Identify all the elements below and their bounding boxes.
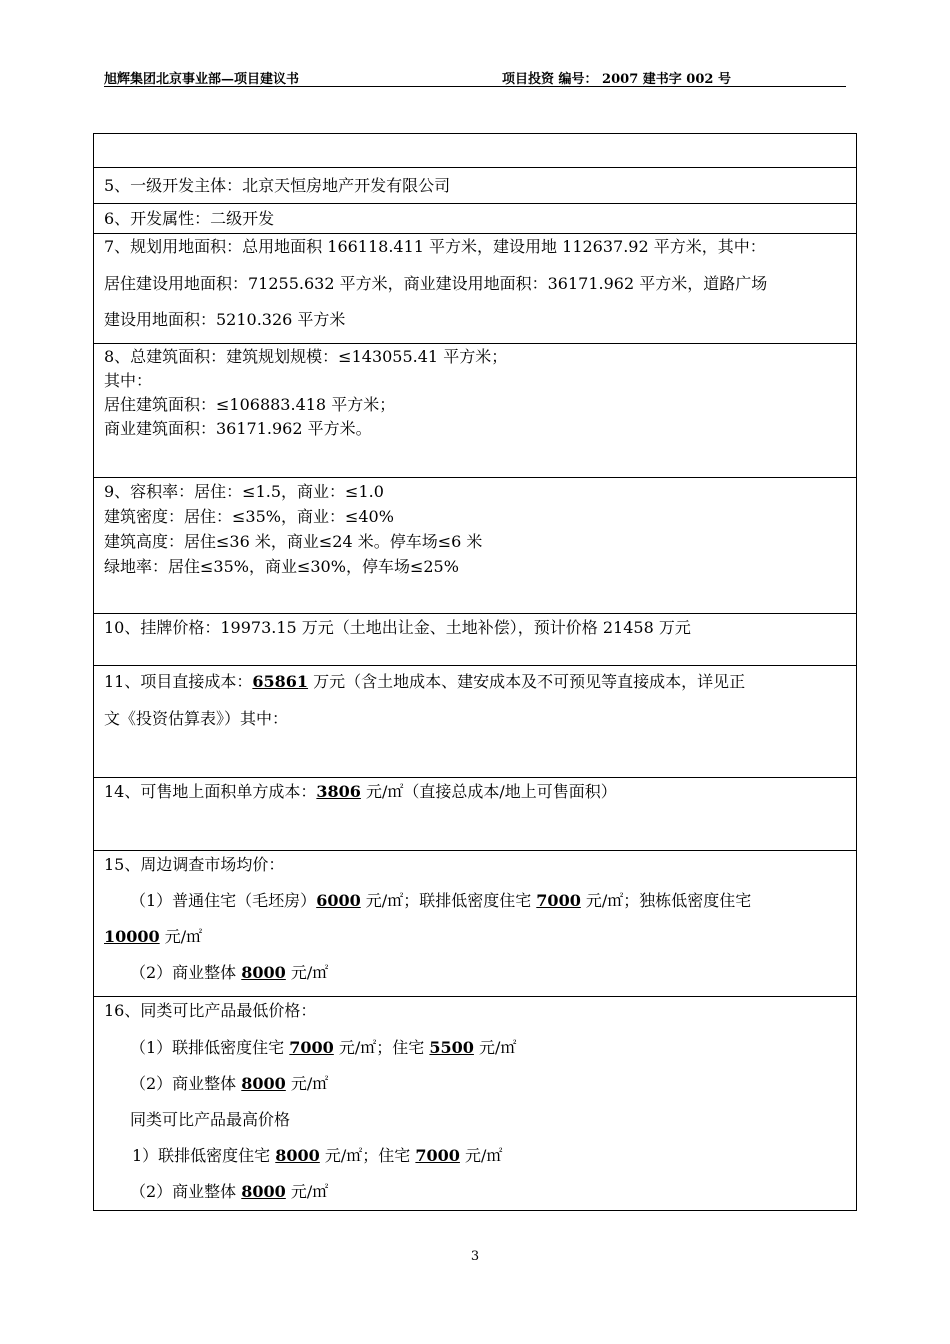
plot-ratio-line: 绿地率：居住≤35%，商业≤30%，停车场≤25% <box>104 557 459 576</box>
comparable-price-line: 1）联排低密度住宅 8000 元/㎡；住宅 7000 元/㎡ <box>132 1146 503 1165</box>
page-header <box>104 66 846 87</box>
comparable-price-line: （2）商业整体 8000 元/㎡ <box>130 1074 329 1093</box>
table-row-development-type <box>94 203 856 234</box>
header-doc-number: 项目投资 编号： 2007 建书字 002 号 <box>502 72 731 87</box>
table-row-developer <box>94 167 856 204</box>
floor-area-line: 8、总建筑面积：建筑规划规模：≤143055.41 平方米； <box>104 347 508 366</box>
comparable-price-line: （1）联排低密度住宅 7000 元/㎡；住宅 5500 元/㎡ <box>130 1038 517 1057</box>
direct-cost-line: 11、项目直接成本：65861 万元（含土地成本、建安成本及不可预见等直接成本，详见正 <box>104 672 746 691</box>
plot-ratio-line: 建筑高度：居住≤36 米，商业≤24 米。停车场≤6 米 <box>104 532 483 551</box>
table-row-floor-area <box>94 343 856 478</box>
market-price-line: 10000 元/㎡ <box>104 927 203 946</box>
floor-area-line: 商业建筑面积：36171.962 平方米。 <box>104 419 372 438</box>
comparable-price-title: 16、同类可比产品最低价格： <box>104 1001 317 1020</box>
table-row-land-area <box>94 233 856 344</box>
direct-cost-value: 65861 <box>252 672 309 691</box>
plot-ratio-line: 9、容积率：居住：≤1.5，商业：≤1.0 <box>104 482 384 501</box>
land-area-line: 建设用地面积：5210.326 平方米 <box>104 310 346 329</box>
project-info-table <box>93 133 857 1211</box>
land-area-line: 7、规划用地面积：总用地面积 166118.411 平方米，建设用地 112637.92 平方米，其中： <box>104 237 766 256</box>
unit-cost-line: 14、可售地上面积单方成本：3806 元/㎡（直接总成本/地上可售面积） <box>104 782 617 801</box>
unit-cost-value: 3806 <box>316 782 361 801</box>
table-row-plot-ratio <box>94 477 856 614</box>
table-row-direct-cost <box>94 665 856 778</box>
plot-ratio-line: 建筑密度：居住：≤35%，商业：≤40% <box>104 507 394 526</box>
table-row-comparable-price <box>94 996 856 1213</box>
header-title: 旭辉集团北京事业部—项目建议书 <box>104 72 300 87</box>
table-row-unit-cost <box>94 777 856 851</box>
development-type-text: 6、开发属性：二级开发 <box>104 209 275 228</box>
table-row-empty <box>94 134 856 167</box>
comparable-price-subtitle: 同类可比产品最高价格 <box>130 1110 291 1129</box>
table-row-market-price <box>94 850 856 997</box>
floor-area-line: 居住建筑面积：≤106883.418 平方米； <box>104 395 396 414</box>
developer-text: 5、一级开发主体：北京天恒房地产开发有限公司 <box>104 176 451 195</box>
market-price-title: 15、周边调查市场均价： <box>104 855 285 874</box>
listing-price-text: 10、挂牌价格：19973.15 万元（土地出让金、土地补偿），预计价格 21458 万元 <box>104 618 691 637</box>
market-price-line: （2）商业整体 8000 元/㎡ <box>130 963 329 982</box>
market-price-line: （1）普通住宅（毛坯房）6000 元/㎡；联排低密度住宅 7000 元/㎡；独栋低密度住宅 <box>130 891 752 910</box>
floor-area-line: 其中： <box>104 371 153 390</box>
comparable-price-line: （2）商业整体 8000 元/㎡ <box>130 1182 329 1201</box>
land-area-line: 居住建设用地面积：71255.632 平方米，商业建设用地面积：36171.962 平方米，道路广场 <box>104 274 768 293</box>
direct-cost-line: 文《投资估算表》）其中： <box>104 709 289 728</box>
page-number: 3 <box>470 1249 480 1264</box>
table-row-listing-price <box>94 613 856 666</box>
